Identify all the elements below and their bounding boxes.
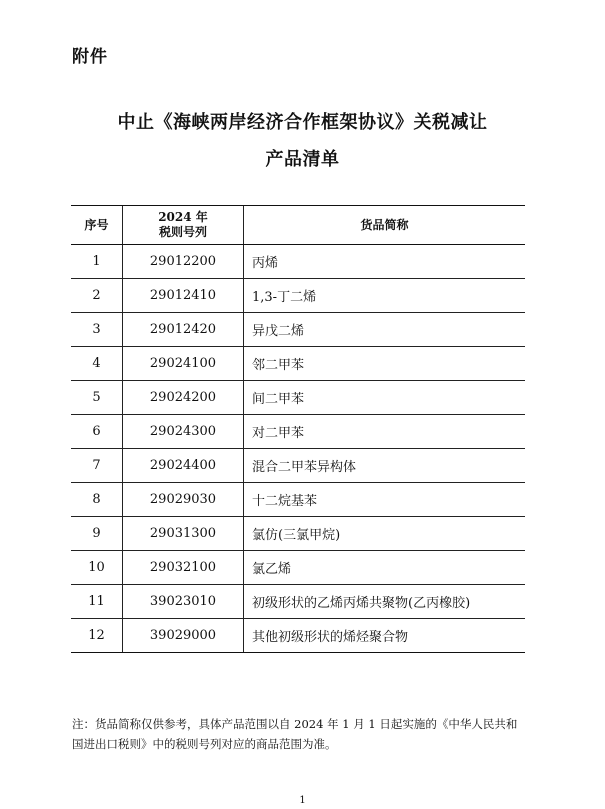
table-row — [71, 381, 525, 415]
header-goods-name: 货品简称 — [244, 206, 526, 245]
document-title: 中止《海峡两岸经济合作框架协议》关税减让 — [117, 112, 488, 133]
row-tariff-code: 29024100 — [123, 347, 244, 381]
row-tariff-code: 29029030 — [123, 483, 244, 517]
header-tariff-code — [123, 206, 244, 245]
table-row — [71, 585, 525, 619]
row-goods-name: 异戊二烯 — [244, 313, 526, 347]
table-row — [71, 483, 525, 517]
footnote: 注：货品简称仅供参考，具体产品范围以自 2024 年 1 月 1 日起实施的《中华人民共和国进出口税则》中的税则号列对应的商品范围为准。 — [72, 717, 518, 751]
product-list-table — [71, 205, 525, 653]
table-row — [71, 347, 525, 381]
row-tariff-code: 39023010 — [123, 585, 244, 619]
row-serial-number: 2 — [71, 279, 123, 313]
row-goods-name: 混合二甲苯异构体 — [244, 449, 526, 483]
row-goods-name: 十二烷基苯 — [244, 483, 526, 517]
row-tariff-code: 29024200 — [123, 381, 244, 415]
table-header-row — [71, 206, 525, 245]
table-row — [71, 313, 525, 347]
row-goods-name: 丙烯 — [244, 245, 526, 279]
page-number: 1 — [299, 795, 306, 806]
row-tariff-code: 29024400 — [123, 449, 244, 483]
row-goods-name: 间二甲苯 — [244, 381, 526, 415]
table-row — [71, 449, 525, 483]
row-serial-number: 6 — [71, 415, 123, 449]
row-goods-name: 1,3-丁二烯 — [244, 279, 526, 313]
row-tariff-code: 29032100 — [123, 551, 244, 585]
row-serial-number: 11 — [71, 585, 123, 619]
table-row — [71, 245, 525, 279]
table-row — [71, 517, 525, 551]
row-tariff-code: 29012420 — [123, 313, 244, 347]
header-serial-number: 序号 — [71, 206, 123, 245]
row-goods-name: 氯乙烯 — [244, 551, 526, 585]
row-goods-name: 对二甲苯 — [244, 415, 526, 449]
table-row — [71, 551, 525, 585]
row-tariff-code: 29024300 — [123, 415, 244, 449]
row-tariff-code: 29031300 — [123, 517, 244, 551]
header-tariff-code-year: 2024 年 — [158, 210, 208, 224]
attachment-label: 附件 — [72, 47, 108, 67]
row-serial-number: 9 — [71, 517, 123, 551]
row-serial-number: 8 — [71, 483, 123, 517]
row-tariff-code: 39029000 — [123, 619, 244, 653]
row-serial-number: 12 — [71, 619, 123, 653]
row-tariff-code: 29012410 — [123, 279, 244, 313]
row-serial-number: 4 — [71, 347, 123, 381]
header-tariff-code-label: 税则号列 — [158, 225, 207, 239]
row-goods-name: 邻二甲苯 — [244, 347, 526, 381]
row-serial-number: 3 — [71, 313, 123, 347]
table-row — [71, 619, 525, 653]
row-tariff-code: 29012200 — [123, 245, 244, 279]
row-serial-number: 1 — [71, 245, 123, 279]
row-goods-name: 其他初级形状的烯烃聚合物 — [244, 619, 526, 653]
table-row — [71, 279, 525, 313]
row-serial-number: 10 — [71, 551, 123, 585]
row-serial-number: 7 — [71, 449, 123, 483]
row-goods-name: 氯仿(三氯甲烷) — [244, 517, 526, 551]
document-subtitle: 产品清单 — [265, 149, 340, 170]
row-goods-name: 初级形状的乙烯丙烯共聚物(乙丙橡胶) — [244, 585, 526, 619]
row-serial-number: 5 — [71, 381, 123, 415]
table-row — [71, 415, 525, 449]
